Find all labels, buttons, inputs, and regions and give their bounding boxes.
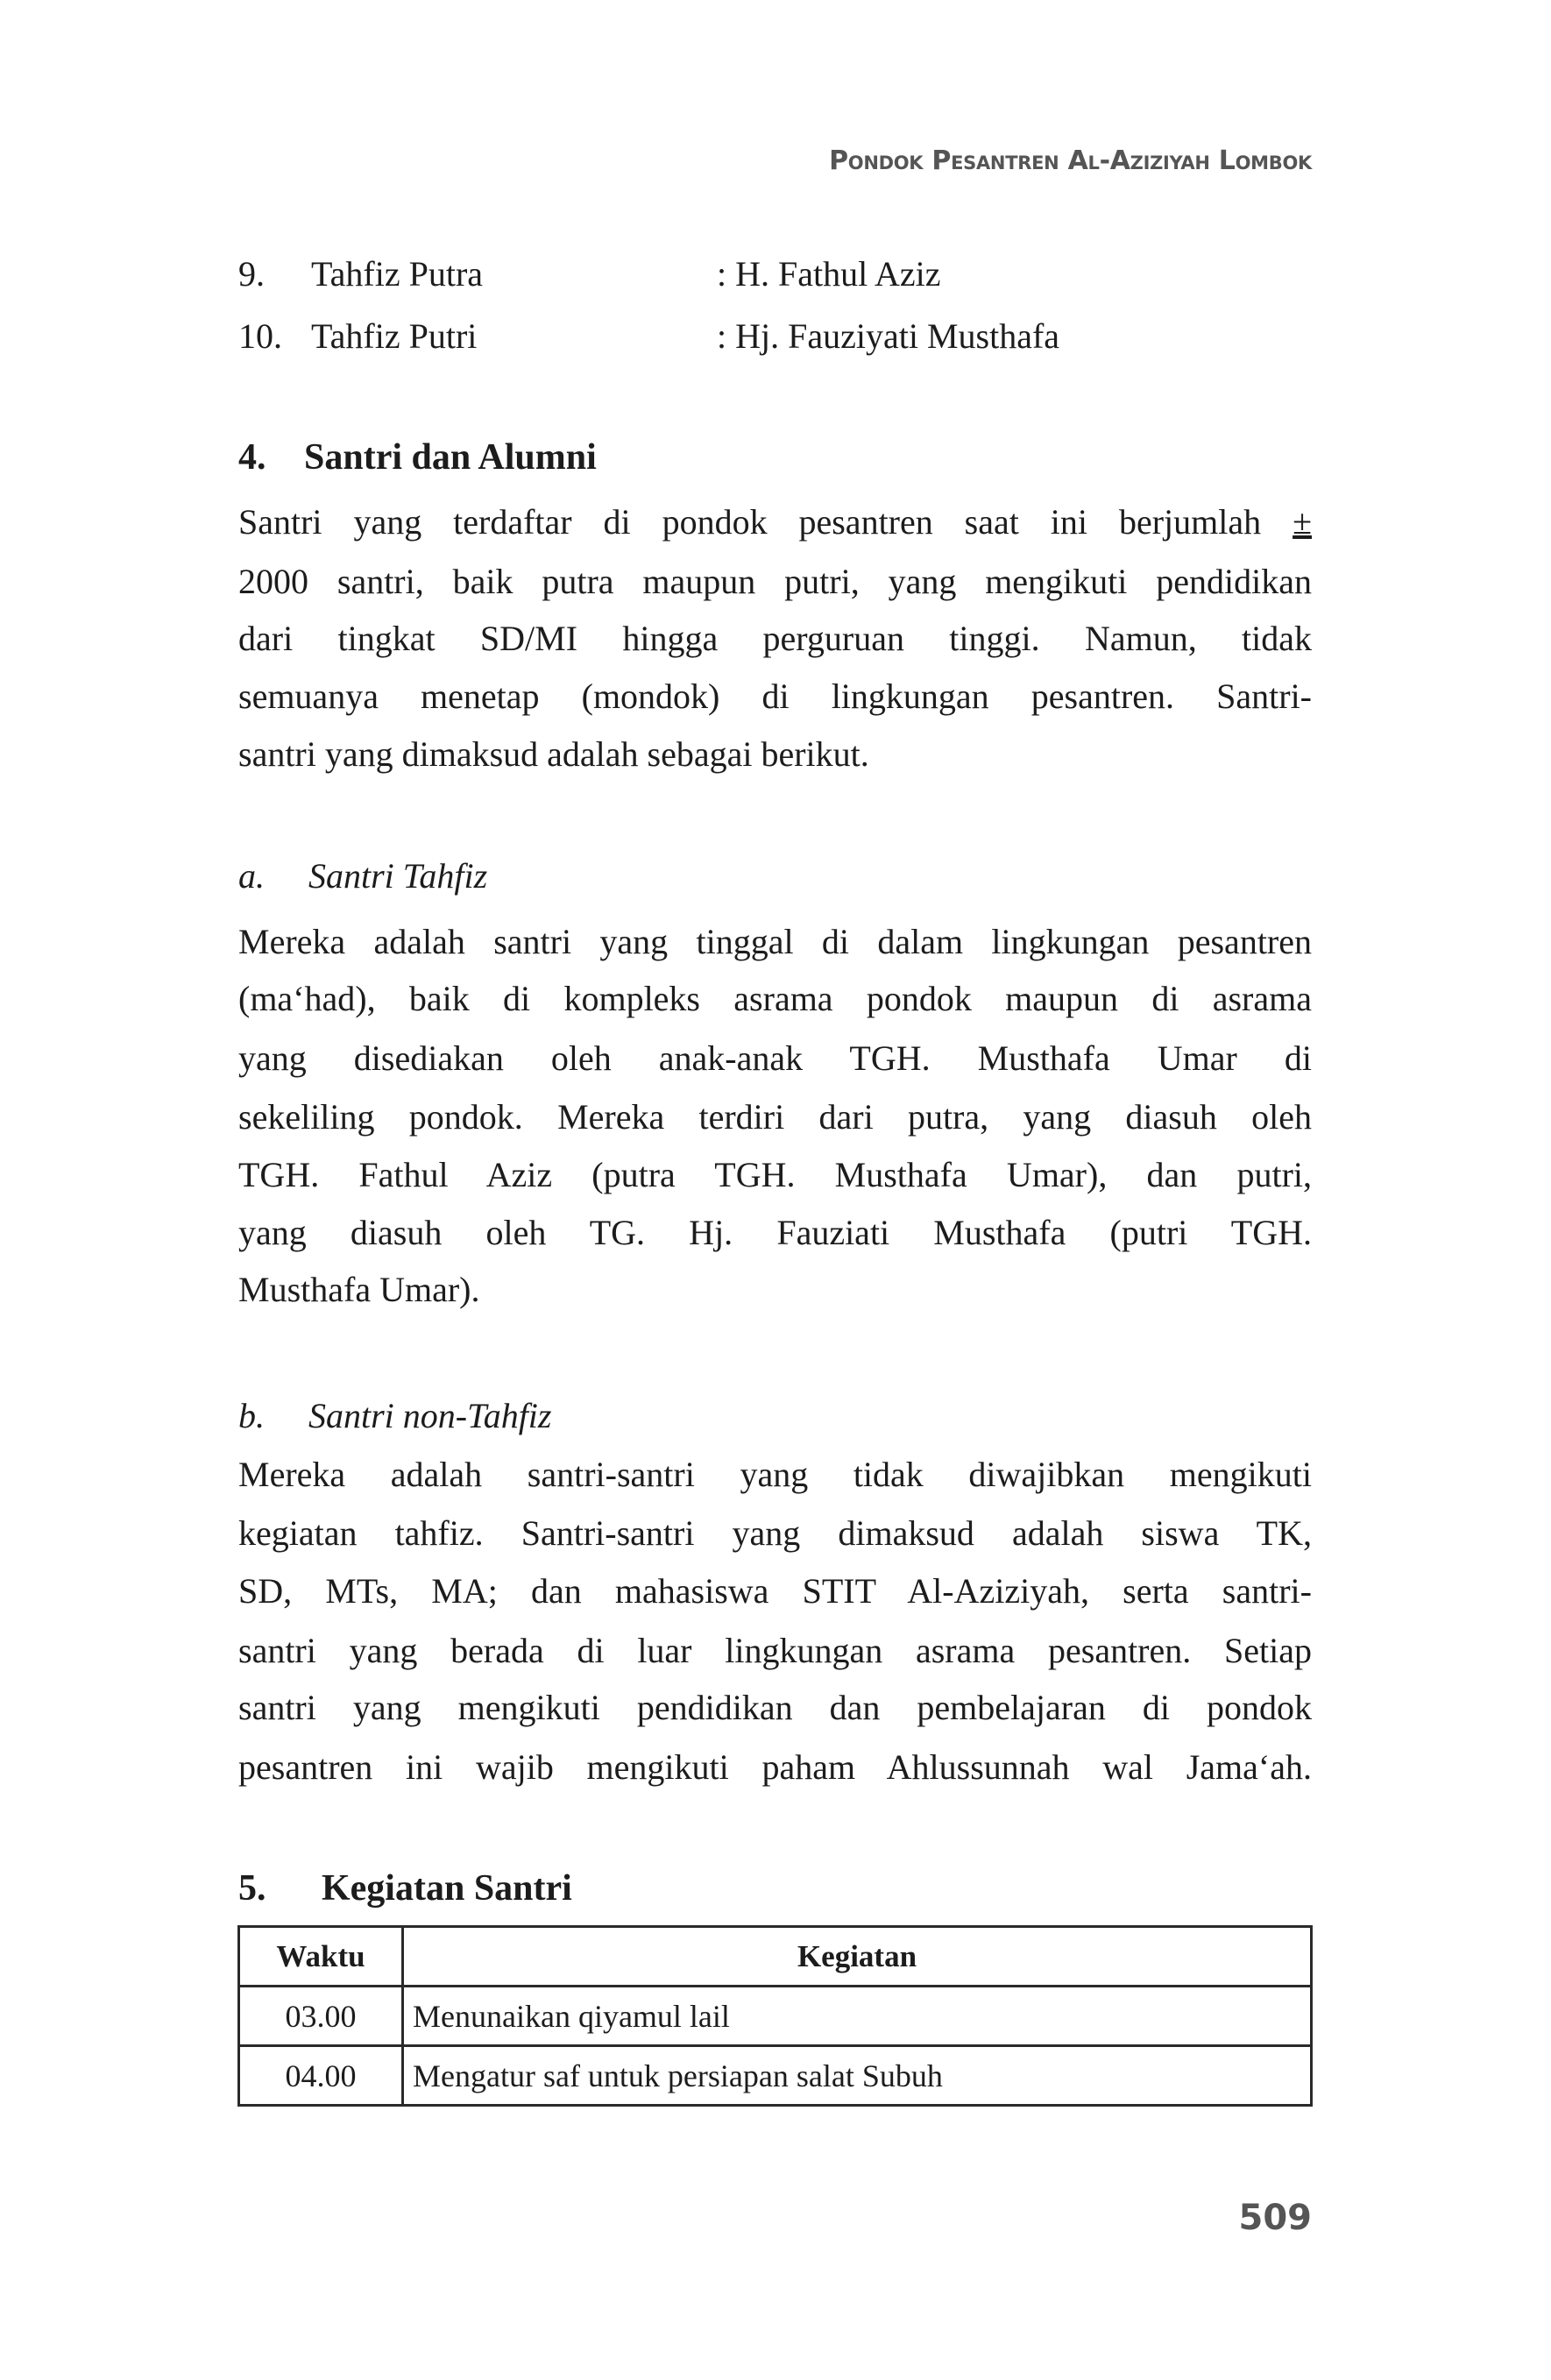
column-header-activity: Kegiatan (403, 1927, 1312, 1987)
page-number: 509 (1238, 2198, 1312, 2238)
paragraph-line (238, 493, 1312, 551)
paragraph-line: Mereka adalah santri-santri yang tidak diwajibkan mengikuti (238, 1455, 1312, 1494)
paragraph-line: semuanya menetap (mondok) di lingkungan pesantren. Santri- (238, 676, 1312, 716)
paragraph-line: pesantren ini wajib mengikuti paham Ahlussunnah wal Jama‘ah. (238, 1747, 1312, 1787)
paragraph-line: santri yang dimaksud adalah sebagai berikut. (238, 734, 869, 774)
paragraph-line: yang disediakan oleh anak-anak TGH. Musthafa Umar di (238, 1038, 1312, 1078)
table-row (239, 1987, 1312, 2046)
section-number: 4. (238, 437, 266, 478)
section-heading (238, 429, 1312, 486)
subsection-letter: b. (238, 1396, 265, 1435)
list-value: : Hj. Fauziyati Musthafa (717, 316, 1060, 356)
paragraph-line: SD, MTs, MA; dan mahasiswa STIT Al-Aziziyah, serta santri- (238, 1571, 1312, 1611)
activity-schedule-table (237, 1925, 1313, 2107)
list-number: 10. (238, 316, 282, 356)
column-header-time: Waktu (239, 1927, 403, 1987)
paragraph-line: (ma‘had), baik di kompleks asrama pondok maupun di asrama (238, 979, 1312, 1018)
section-title: Kegiatan Santri (322, 1868, 572, 1909)
paragraph-line: santri yang berada di luar lingkungan asrama pesantren. Setiap (238, 1631, 1312, 1670)
subsection-heading (238, 1387, 1312, 1445)
section-heading (238, 1859, 1312, 1917)
activity-cell: Menunaikan qiyamul lail (403, 1987, 1312, 2046)
paragraph-line: TGH. Fathul Aziz (putra TGH. Musthafa Umar), dan putri, (238, 1155, 1312, 1194)
paragraph-line: Musthafa Umar). (238, 1270, 480, 1309)
table-row (239, 2046, 1312, 2106)
list-value: : H. Fathul Aziz (717, 254, 941, 294)
list-label: Tahfiz Putri (311, 316, 478, 356)
paragraph-line: sekeliling pondok. Mereka terdiri dari putra, yang diasuh oleh (238, 1097, 1312, 1137)
paragraph-line: kegiatan tahfiz. Santri-santri yang dimaksud adalah siswa TK, (238, 1513, 1312, 1553)
subsection-heading (238, 847, 1312, 905)
time-cell: 03.00 (239, 1987, 403, 2046)
subsection-title: Santri non-Tahfiz (308, 1396, 552, 1435)
subsection-title: Santri Tahfiz (308, 856, 488, 896)
list-label: Tahfiz Putra (311, 254, 484, 294)
subsection-letter: a. (238, 856, 265, 896)
section-number: 5. (238, 1868, 266, 1909)
paragraph-line: santri yang mengikuti pendidikan dan pembelajaran di pondok (238, 1688, 1312, 1727)
paragraph-line: yang diasuh oleh TG. Hj. Fauziati Musthafa (putri TGH. (238, 1213, 1312, 1252)
paragraph-line: 2000 santri, baik putra maupun putri, yang mengikuti pendidikan (238, 562, 1312, 601)
staff-list-item (238, 245, 1312, 303)
paragraph-line: Mereka adalah santri yang tinggal di dalam lingkungan pesantren (238, 922, 1312, 961)
table-header-row (239, 1927, 1312, 1987)
activity-cell: Mengatur saf untuk persiapan salat Subuh (403, 2046, 1312, 2106)
paragraph-text: Santri yang terdaftar di pondok pesantren saat ini berjumlah (238, 502, 1262, 542)
section-title: Santri dan Alumni (304, 437, 597, 478)
list-number: 9. (238, 254, 265, 294)
staff-list-item (238, 308, 1312, 365)
paragraph-line: dari tingkat SD/MI hingga perguruan tinggi. Namun, tidak (238, 619, 1312, 658)
plus-minus-symbol: ± (1292, 502, 1313, 542)
time-cell: 04.00 (239, 2046, 403, 2106)
running-header: Pondok Pesantren Al-Aziziyah Lombok (829, 145, 1312, 176)
